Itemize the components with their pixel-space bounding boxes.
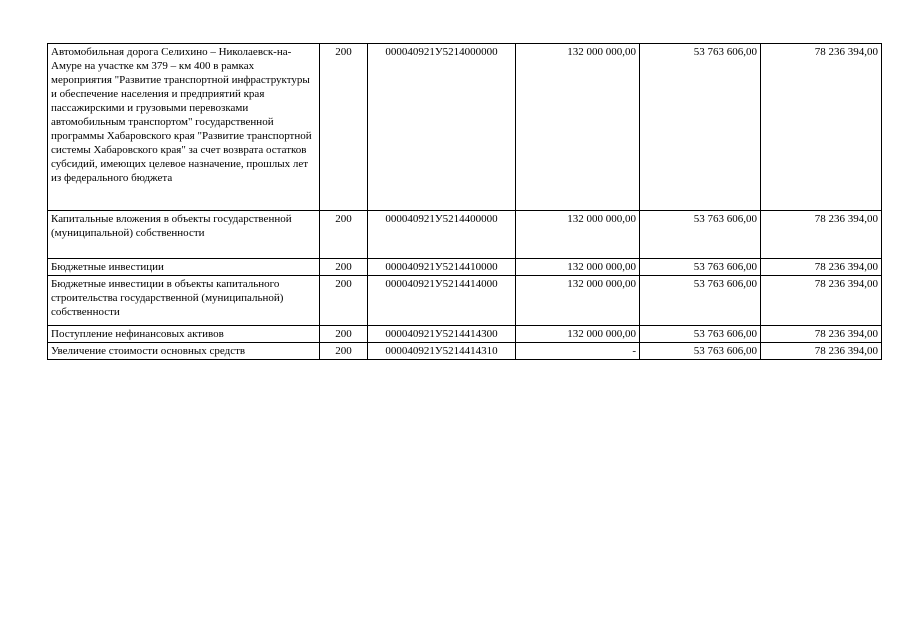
row-kbk-cell: 000040921У5214414310 <box>368 343 516 360</box>
row-approved-cell: 132 000 000,00 <box>516 211 640 259</box>
table-row <box>48 44 882 211</box>
row-executed-cell: 53 763 606,00 <box>640 44 761 211</box>
row-name-cell: Увеличение стоимости основных средств <box>48 343 320 360</box>
table-row <box>48 259 882 276</box>
row-code-cell: 200 <box>320 211 368 259</box>
row-kbk-cell: 000040921У5214414300 <box>368 326 516 343</box>
row-remaining-cell: 78 236 394,00 <box>761 44 882 211</box>
row-kbk-cell: 000040921У5214410000 <box>368 259 516 276</box>
row-code-cell: 200 <box>320 259 368 276</box>
table-row <box>48 343 882 360</box>
row-executed-cell: 53 763 606,00 <box>640 211 761 259</box>
row-code-cell: 200 <box>320 326 368 343</box>
row-executed-cell: 53 763 606,00 <box>640 343 761 360</box>
row-code-cell: 200 <box>320 276 368 326</box>
row-kbk-cell: 000040921У5214000000 <box>368 44 516 211</box>
row-executed-cell: 53 763 606,00 <box>640 276 761 326</box>
table-row <box>48 211 882 259</box>
row-approved-cell: 132 000 000,00 <box>516 259 640 276</box>
row-remaining-cell: 78 236 394,00 <box>761 259 882 276</box>
row-name-cell: Бюджетные инвестиции в объекты капитального строительства государственной (муниципальной) собственности <box>48 276 320 326</box>
row-name-cell: Бюджетные инвестиции <box>48 259 320 276</box>
row-remaining-cell: 78 236 394,00 <box>761 326 882 343</box>
row-approved-cell: - <box>516 343 640 360</box>
row-remaining-cell: 78 236 394,00 <box>761 276 882 326</box>
row-name-cell: Капитальные вложения в объекты государственной (муниципальной) собственности <box>48 211 320 259</box>
row-kbk-cell: 000040921У5214400000 <box>368 211 516 259</box>
row-name-cell: Поступление нефинансовых активов <box>48 326 320 343</box>
budget-report-table <box>47 43 882 360</box>
row-approved-cell: 132 000 000,00 <box>516 326 640 343</box>
row-remaining-cell: 78 236 394,00 <box>761 343 882 360</box>
table-row <box>48 326 882 343</box>
row-executed-cell: 53 763 606,00 <box>640 326 761 343</box>
row-code-cell: 200 <box>320 44 368 211</box>
row-code-cell: 200 <box>320 343 368 360</box>
table-row <box>48 276 882 326</box>
row-approved-cell: 132 000 000,00 <box>516 276 640 326</box>
row-remaining-cell: 78 236 394,00 <box>761 211 882 259</box>
row-approved-cell: 132 000 000,00 <box>516 44 640 211</box>
row-executed-cell: 53 763 606,00 <box>640 259 761 276</box>
row-kbk-cell: 000040921У5214414000 <box>368 276 516 326</box>
row-name-cell: Автомобильная дорога Селихино – Николаевск-на-Амуре на участке км 379 – км 400 в рамках мероприятия "Развитие транспортной инфраструктуры и обеспечение населения и предприятий края пассажирскими и грузовыми перевозками автомобильным транспортом" государственной программы Хабаровского края "Развитие транспортной системы Хабаровского края" за счет возврата остатков субсидий, имеющих целевое назначение, прошлых лет из федерального бюджета <box>48 44 320 211</box>
